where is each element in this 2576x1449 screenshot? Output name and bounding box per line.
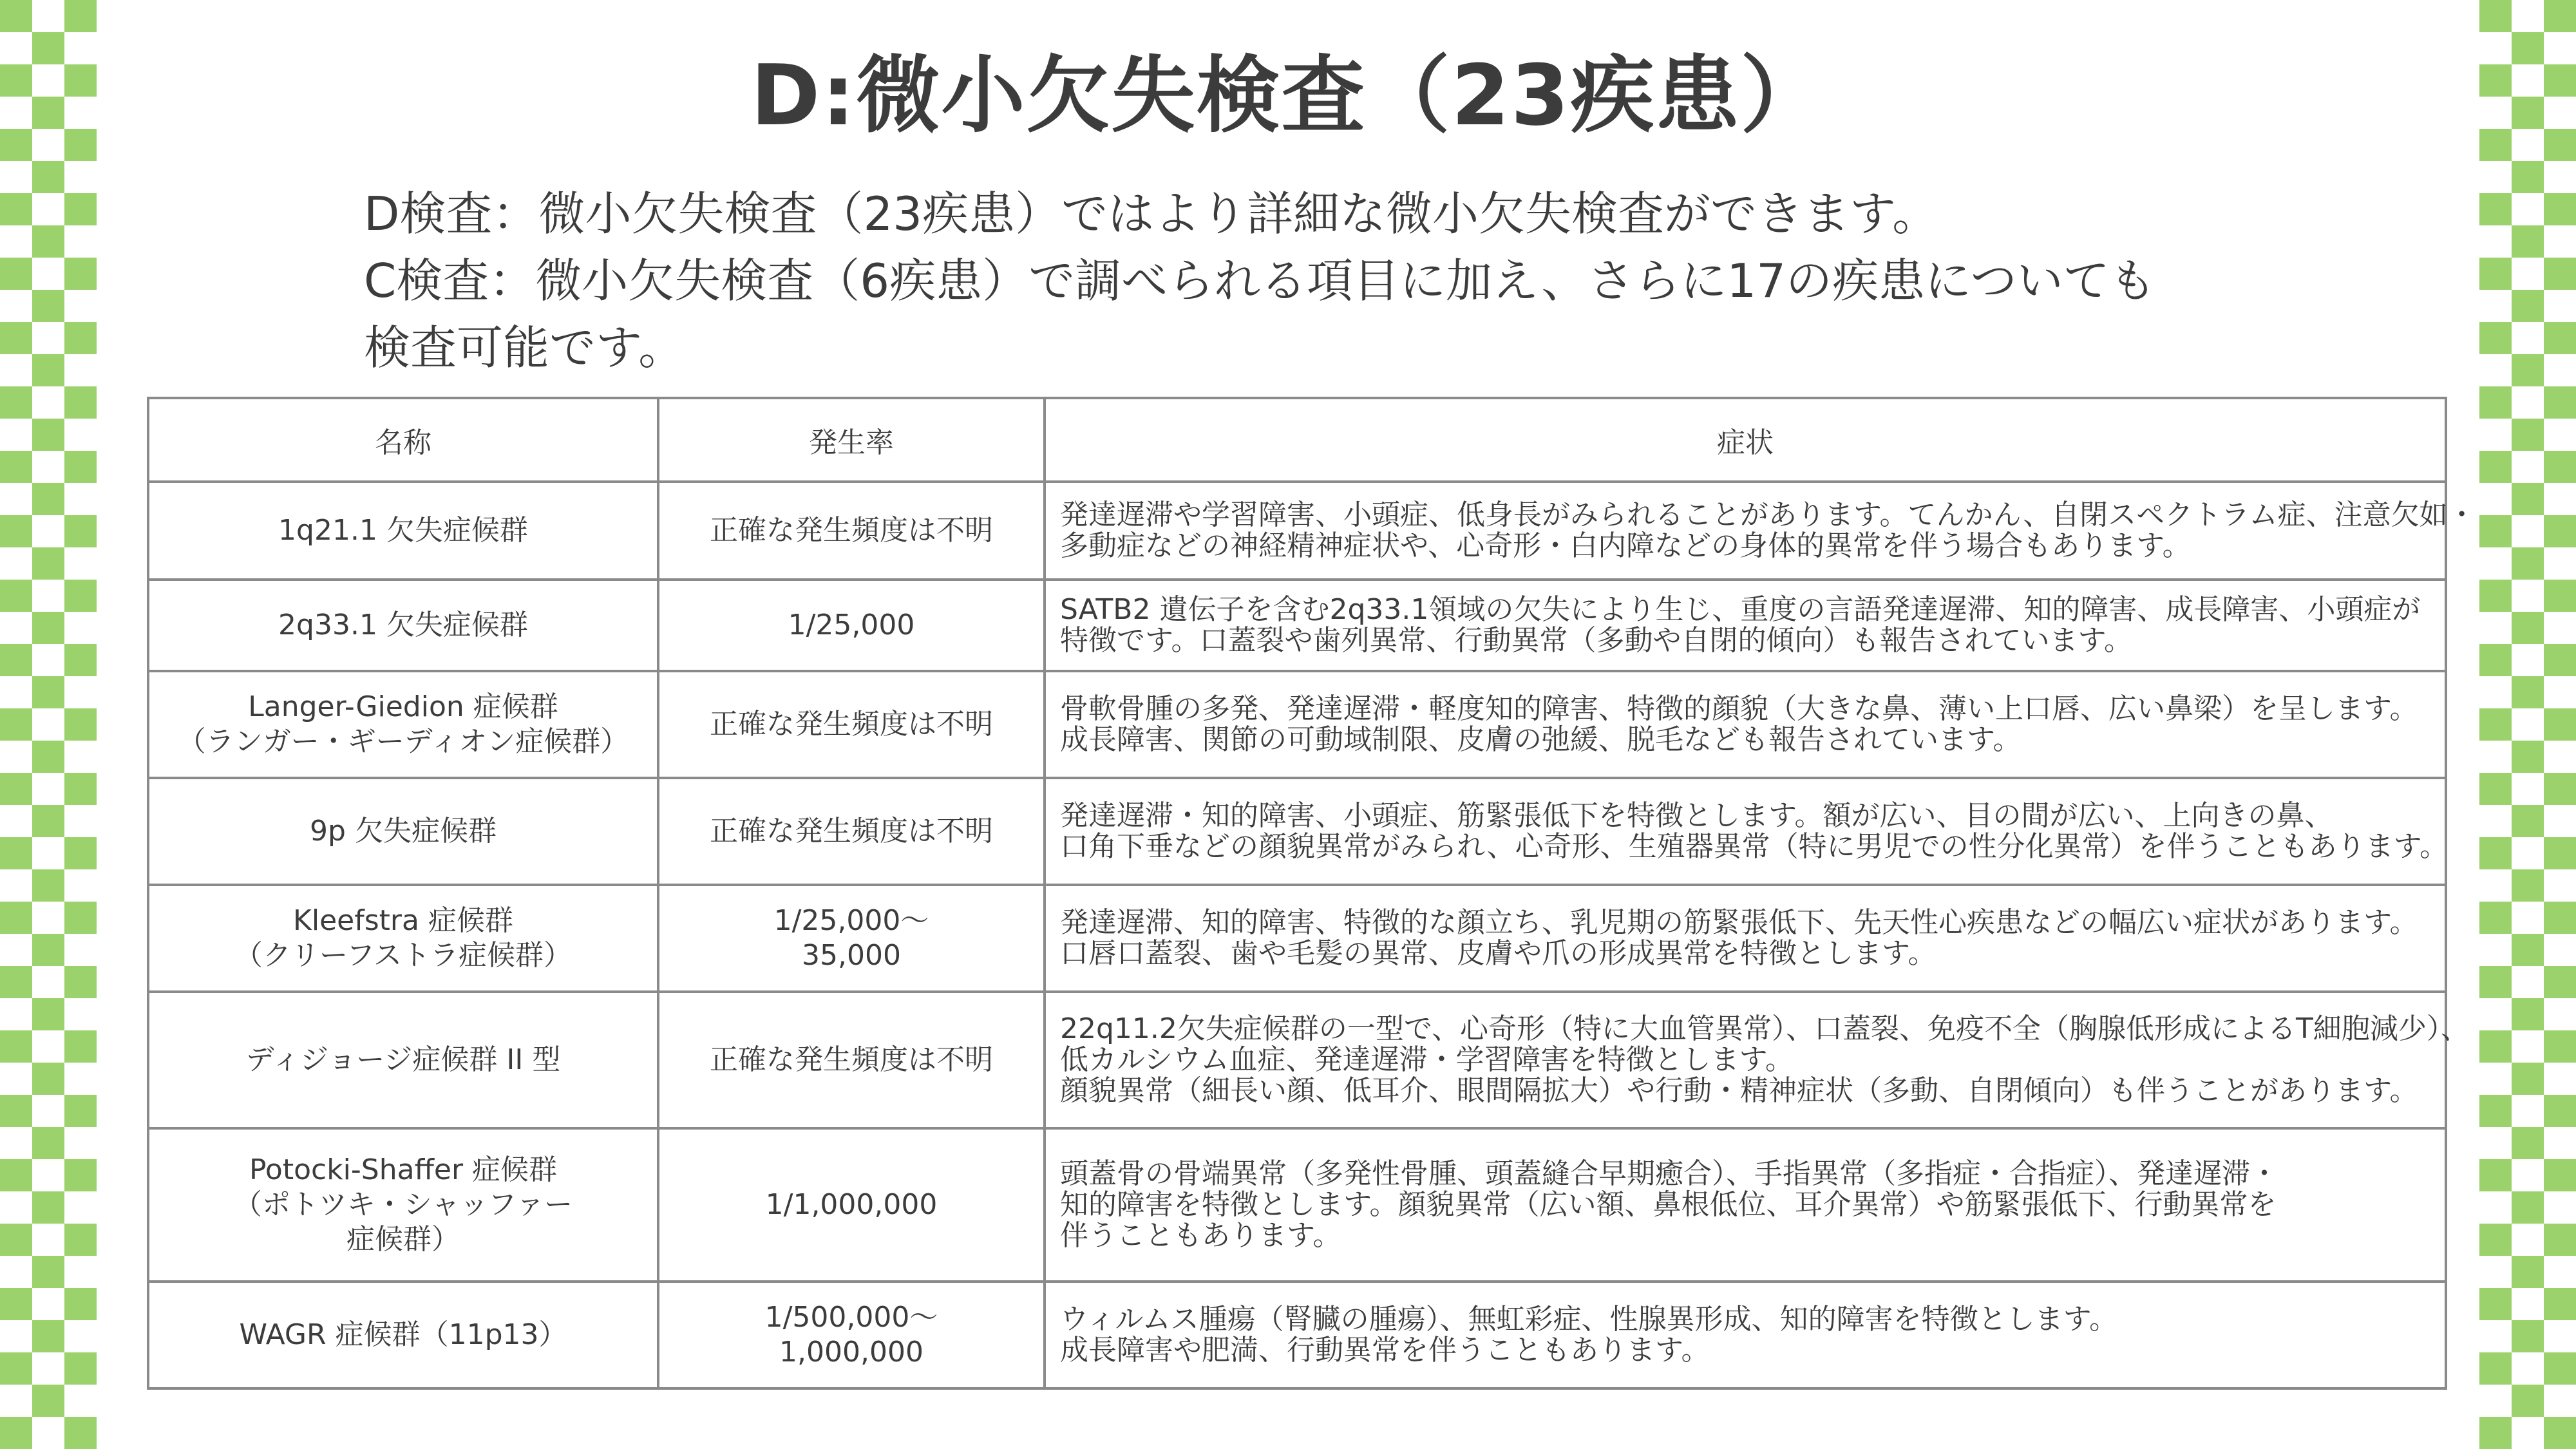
checker-square [64,1159,97,1191]
cell-rate [658,992,1045,1128]
symptoms-line: 22q11.2欠失症候群の一型で、心奇形（特に大血管異常）、口蓋裂、免疫不全（胸腺低形成によるT細胞減少）、 [1060,1012,2469,1045]
checker-square [2544,258,2576,290]
table-row [148,885,2446,992]
table-row [148,778,2446,885]
checker-square [2544,1224,2576,1256]
checker-square [64,515,97,547]
checker-square [0,0,32,32]
checker-square [0,1224,32,1256]
checker-square [64,1417,97,1449]
checker-square [32,419,64,451]
checker-square [32,1256,64,1288]
checker-square [2544,966,2576,998]
name-line: 9p 欠失症候群 [310,815,497,848]
symptoms-line: 成長障害や肥満、行動異常を伴うこともあります。 [1060,1334,1710,1367]
checker-square [0,386,32,419]
checker-square [2544,322,2576,354]
checker-square [32,1127,64,1159]
checker-square [64,1095,97,1127]
rate-line: 1/1,000,000 [765,1188,938,1221]
page-title: D:微小欠失検査（23疾患） [750,46,1826,144]
cell-symptoms [1045,580,2446,671]
checker-square [2512,290,2544,322]
checker-square [2479,580,2512,612]
name-line: （クリーフストラ症候群） [234,939,573,972]
cell-name [148,885,658,992]
checker-square [0,1095,32,1127]
checker-square [0,322,32,354]
checker-square [2544,837,2576,869]
checker-square [2479,966,2512,998]
checker-square [2544,386,2576,419]
table-row [148,992,2446,1128]
checker-square [64,1288,97,1320]
checker-square [2512,1385,2544,1417]
rate-line: 35,000 [802,939,901,972]
checker-square [2512,1320,2544,1352]
cell-name [148,580,658,671]
checker-square [32,1191,64,1224]
rate-line: 正確な発生頻度は不明 [710,708,993,741]
name-line: WAGR 症候群（11p13） [239,1318,567,1351]
cell-name [148,992,658,1128]
checker-square [2512,869,2544,902]
rate-line: 正確な発生頻度は不明 [710,815,993,848]
rate-line: 1/25,000 [788,609,915,641]
table-row [148,1128,2446,1282]
checker-square [2512,998,2544,1030]
checker-square [2544,708,2576,741]
checker-square [64,258,97,290]
checker-square [64,902,97,934]
cell-symptoms [1045,482,2476,580]
checker-square [2544,1352,2576,1385]
checker-square [2479,1288,2512,1320]
checker-square [2479,644,2512,676]
checker-square [64,773,97,805]
checker-square [2512,1127,2544,1159]
cell-name [148,671,658,778]
name-line: Kleefstra 症候群 [293,904,513,937]
name-line: Langer-Giedion 症候群 [248,690,558,723]
checker-square [2512,741,2544,773]
checker-square [2512,483,2544,515]
checker-square [2544,902,2576,934]
cell-symptoms [1045,671,2446,778]
rate-line: 正確な発生頻度は不明 [710,1043,993,1076]
checker-square [2544,515,2576,547]
checker-square [2479,837,2512,869]
symptoms-line: SATB2 遺伝子を含む2q33.1領域の欠失により生じ、重度の言語発達遅滞、知的障害、成長障害、小頭症が [1060,593,2421,626]
checker-square [0,451,32,483]
intro-text [364,180,2296,381]
checker-square [32,290,64,322]
checker-square [2479,258,2512,290]
rate-line: 1,000,000 [779,1336,923,1368]
name-line: （ポトツキ・シャッファー [233,1188,573,1221]
checker-square [0,773,32,805]
checker-square [2544,1095,2576,1127]
name-line: Potocki-Shaffer 症候群 [249,1153,558,1186]
checker-square [2544,580,2576,612]
checker-square [2512,161,2544,193]
rate-line: 1/25,000～ [773,904,929,937]
checker-square [2512,547,2544,580]
checker-square [2512,1063,2544,1095]
cell-name [148,1282,658,1388]
cell-name [148,778,658,885]
checker-border-left [0,0,97,1449]
checker-square [2479,1095,2512,1127]
checker-square [2512,354,2544,386]
checker-square [2479,0,2512,32]
checker-square [32,354,64,386]
symptoms-line: 発達遅滞・知的障害、小頭症、筋緊張低下を特徴とします。額が広い、目の間が広い、上向きの鼻、 [1060,799,2333,832]
checker-square [0,258,32,290]
cell-rate [658,885,1045,992]
checker-square [64,644,97,676]
cell-name [148,1128,658,1282]
header-rate: 発生率 [658,398,1045,482]
checker-square [0,644,32,676]
checker-square [2479,515,2512,547]
checker-square [32,934,64,966]
table-header-row [148,398,2446,482]
cell-rate [658,778,1045,885]
symptoms-line: 成長障害、関節の可動域制限、皮膚の弛緩、脱毛なども報告されています。 [1060,723,2022,756]
checker-square [2479,773,2512,805]
symptoms-line: 骨軟骨腫の多発、発達遅滞・軽度知的障害、特徴的顔貌（大きな鼻、薄い上口唇、広い鼻梁）を呈します。 [1060,692,2418,725]
name-line: 症候群） [346,1223,460,1256]
symptoms-line: 低カルシウム血症、発達遅滞・学習障害を特徴とします。 [1060,1043,1794,1076]
intro-line: D検査：微小欠失検査（23疾患）ではより詳細な微小欠失検査ができます。 [364,187,1939,241]
header-symptoms: 症状 [1045,398,2446,482]
checker-square [2479,1224,2512,1256]
table-row [148,482,2446,580]
table-row [148,580,2446,671]
checker-square [2479,193,2512,225]
checker-square [2544,0,2576,32]
checker-square [2479,451,2512,483]
checker-square [2544,1417,2576,1449]
checker-square [2512,1191,2544,1224]
symptoms-line: 発達遅滞や学習障害、小頭症、低身長がみられることがあります。てんかん、自閉スペクトラム症、注意欠如・ [1060,498,2476,531]
checker-square [2544,1159,2576,1191]
checker-square [32,225,64,258]
symptoms-line: ウィルムス腫瘍（腎臓の腫瘍）、無虹彩症、性腺異形成、知的障害を特徴とします。 [1060,1303,2118,1336]
checker-square [0,580,32,612]
symptoms-line: 伴うこともあります。 [1060,1219,1341,1252]
checker-square [64,1030,97,1063]
checker-square [64,580,97,612]
cell-symptoms [1045,778,2446,885]
table-row [148,1282,2446,1388]
checker-square [2544,644,2576,676]
checker-square [64,0,97,32]
checker-square [2512,225,2544,258]
checker-square [0,966,32,998]
checker-square [2479,1352,2512,1385]
checker-square [2544,193,2576,225]
cell-rate [658,1282,1045,1388]
cell-symptoms [1045,992,2469,1128]
cell-rate [658,671,1045,778]
checker-square [32,612,64,644]
checker-square [2479,1417,2512,1449]
checker-square [32,869,64,902]
cell-symptoms [1045,1282,2446,1388]
cell-rate [658,1128,1045,1282]
checker-square [32,1320,64,1352]
cell-rate [658,580,1045,671]
intro-line: 検査可能です。 [364,321,685,375]
checker-square [2479,386,2512,419]
checker-square [2479,902,2512,934]
cell-symptoms [1045,885,2446,992]
checker-square [32,805,64,837]
table-row [148,671,2446,778]
symptoms-line: 顔貌異常（細長い顔、低耳介、眼間隔拡大）や行動・精神症状（多動、自閉傾向）も伴うことがあります。 [1060,1074,2418,1107]
header-name: 名称 [148,398,658,482]
checker-square [32,741,64,773]
symptoms-line: 特徴です。口蓋裂や歯列異常、行動異常（多動や自閉的傾向）も報告されています。 [1060,624,2132,657]
checker-square [2512,805,2544,837]
checker-square [32,161,64,193]
checker-square [2512,1256,2544,1288]
checker-square [2512,419,2544,451]
name-line: （ランガー・ギーディオン症候群） [177,725,629,758]
name-line: 2q33.1 欠失症候群 [278,609,528,641]
checker-square [0,515,32,547]
checker-square [0,193,32,225]
checker-square [2479,1159,2512,1191]
checker-square [64,322,97,354]
checker-square [0,1417,32,1449]
cell-rate [658,482,1045,580]
checker-square [0,837,32,869]
checker-square [2479,1030,2512,1063]
symptoms-line: 頭蓋骨の骨端異常（多発性骨腫、頭蓋縫合早期癒合）、手指異常（多指症・合指症）、発達遅滞・ [1060,1157,2278,1190]
checker-square [32,676,64,708]
checker-square [2479,322,2512,354]
cell-name [148,482,658,580]
symptoms-line: 発達遅滞、知的障害、特徴的な顔立ち、乳児期の筋緊張低下、先天性心疾患などの幅広い症状があります。 [1060,906,2418,939]
checker-square [2544,1288,2576,1320]
checker-square [64,708,97,741]
checker-square [64,1224,97,1256]
checker-square [2544,1030,2576,1063]
name-line: ディジョージ症候群 II 型 [245,1043,561,1076]
checker-square [2512,676,2544,708]
checker-square [32,547,64,580]
syndrome-table [147,397,2476,1390]
checker-square [2479,708,2512,741]
rate-line: 正確な発生頻度は不明 [710,514,993,547]
intro-line: C検査：微小欠失検査（6疾患）で調べられる項目に加え、さらに17の疾患についても [364,254,2156,308]
checker-square [32,1063,64,1095]
checker-square [32,998,64,1030]
checker-square [32,483,64,515]
checker-square [0,1159,32,1191]
checker-square [64,837,97,869]
checker-border-right [2479,0,2576,1449]
checker-square [64,966,97,998]
checker-square [0,1352,32,1385]
checker-square [32,1385,64,1417]
checker-square [2512,934,2544,966]
checker-square [64,451,97,483]
symptoms-line: 知的障害を特徴とします。顔貌異常（広い額、鼻根低位、耳介異常）や筋緊張低下、行動異常を [1060,1188,2277,1221]
cell-symptoms [1045,1128,2446,1282]
checker-square [64,1352,97,1385]
checker-square [0,1030,32,1063]
checker-square [0,1288,32,1320]
checker-square [0,708,32,741]
symptoms-line: 多動症などの神経精神症状や、心奇形・白内障などの身体的異常を伴う場合もあります。 [1060,529,2191,562]
checker-square [2512,612,2544,644]
rate-line: 1/500,000～ [764,1301,938,1334]
name-line: 1q21.1 欠失症候群 [278,514,528,547]
checker-square [2544,451,2576,483]
checker-square [2544,773,2576,805]
checker-square [64,193,97,225]
symptoms-line: 口角下垂などの顔貌異常がみられ、心奇形、生殖器異常（特に男児での性分化異常）を伴うこともあります。 [1060,830,2448,863]
symptoms-line: 口唇口蓋裂、歯や毛髪の異常、皮膚や爪の形成異常を特徴とします。 [1060,937,1937,970]
checker-square [64,386,97,419]
checker-square [0,902,32,934]
